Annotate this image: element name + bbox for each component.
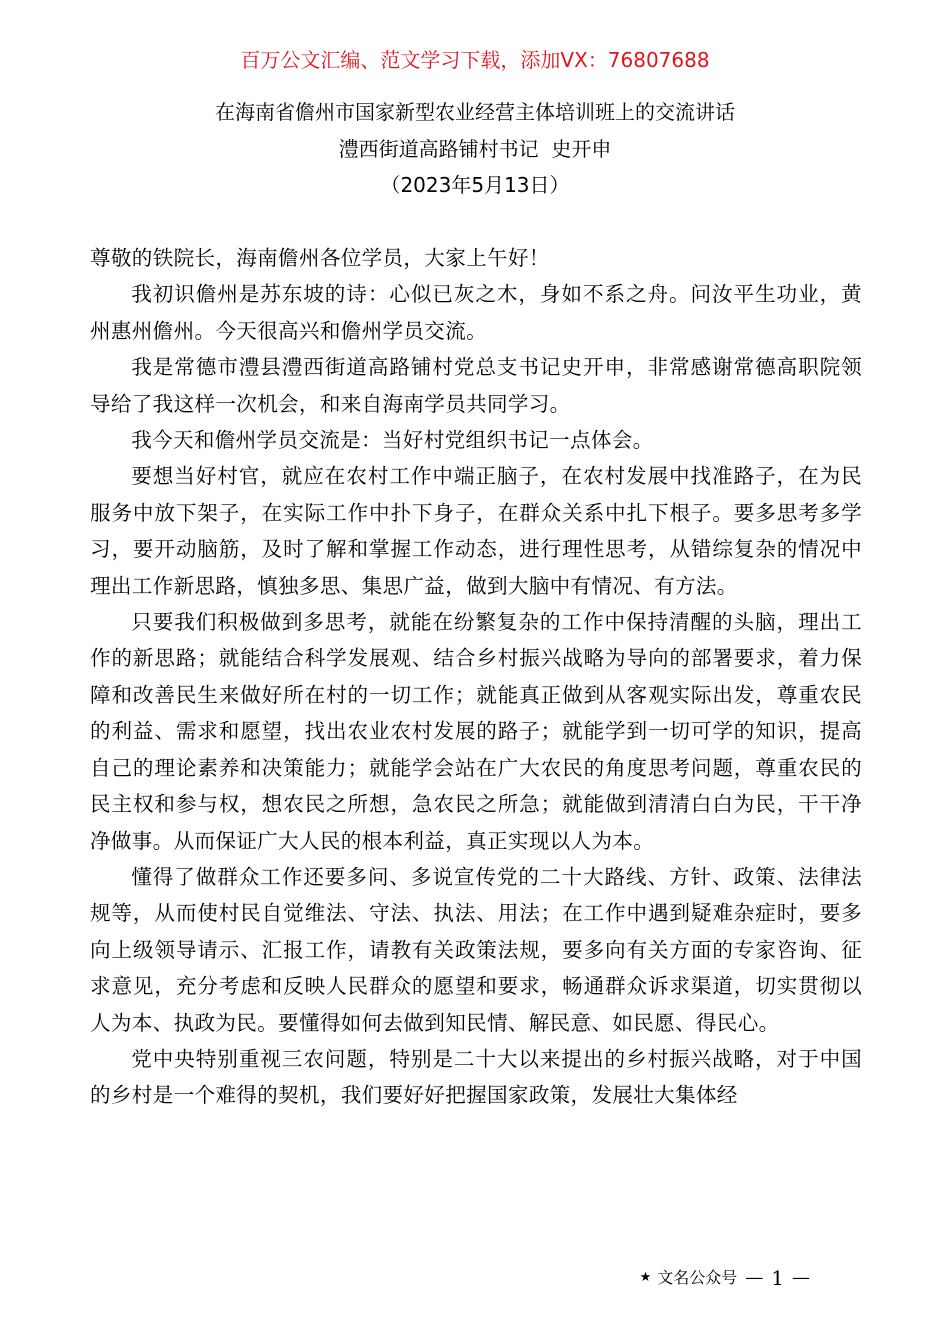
body-paragraph: 我是常德市澧县澧西街道高路铺村党总支书记史开申，非常感谢常德高职院领导给了我这样一次机会，和来自海南学员共同学习。 bbox=[90, 355, 862, 416]
body-paragraph: 要想当好村官，就应在农村工作中端正脑子，在农村发展中找准路子，在为民服务中放下架子，在实际工作中扑下身子，在群众关系中扎下根子。要多思考多学习，要开动脑筋，及时了解和掌握工作动态，进行理性思考，从错综复杂的情况中理出工作新思路，慎独多思、集思广益，做到大脑中有情况、有方法。 bbox=[90, 464, 862, 598]
body-paragraph: 我初识儋州是苏东坡的诗：心似已灰之木，身如不系之舟。问汝平生功业，黄州惠州儋州。今天很高兴和儋州学员交流。 bbox=[90, 282, 862, 343]
body-paragraph: 党中央特别重视三农问题，特别是二十大以来提出的乡村振兴战略，对于中国的乡村是一个难得的契机，我们要好好把握国家政策，发展壮大集体经 bbox=[90, 1046, 862, 1108]
speech-date: （2023年5月13日） bbox=[380, 173, 570, 197]
star-icon: ★ bbox=[639, 1270, 652, 1285]
body-paragraph: 懂得了做群众工作还要多问、多说宣传党的二十大路线、方针、政策、法律法规等，从而使村民自觉维法、守法、执法、用法；在工作中遇到疑难杂症时，要多向上级领导请示、汇报工作，请教有关政策法规，要多向有关方面的专家咨询、征求意见，充分考虑和反映人民群众的愿望和要求，畅通群众诉求渠道，切实贯彻以人为本、执政为民。要懂得如何去做到知民情、解民意、如民愿、得民心。 bbox=[90, 864, 862, 1035]
page-number: 1 bbox=[771, 1266, 784, 1290]
page-number-dash-right: — bbox=[792, 1267, 810, 1288]
body-paragraph: 只要我们积极做到多思考，就能在纷繁复杂的工作中保持清醒的头脑，理出工作的新思路；就能结合科学发展观、结合乡村振兴战略为导向的部署要求，着力保障和改善民生来做好所在村的一切工作；就能真正做到从客观实际出发，尊重农民的利益、需求和愿望，找出农业农村发展的路子；就能学到一切可学的知识，提高自己的理论素养和决策能力；就能学会站在广大农民的角度思考问题，尊重农民的民主权和参与权，想农民之所想，急农民之所急；就能做到清清白白为民，干干净净做事。从而保证广大人民的根本利益，真正实现以人为本。 bbox=[90, 610, 862, 853]
footer-label: 文名公众号 bbox=[657, 1268, 738, 1287]
page-footer bbox=[640, 1264, 818, 1292]
speech-body bbox=[90, 240, 862, 1114]
document-title: 在海南省儋州市国家新型农业经营主体培训班上的交流讲话 bbox=[215, 100, 735, 124]
greeting-paragraph: 尊敬的铁院长，海南儋州各位学员，大家上午好！ bbox=[90, 246, 550, 270]
body-paragraph: 我今天和儋州学员交流是：当好村党组织书记一点体会。 bbox=[131, 428, 654, 453]
promo-banner: 百万公文汇编、范文学习下载，添加VX：76807688 bbox=[240, 48, 710, 72]
author-line: 澧西街道高路铺村书记 史开申 bbox=[338, 137, 612, 161]
page-number-dash-left: — bbox=[745, 1267, 764, 1288]
